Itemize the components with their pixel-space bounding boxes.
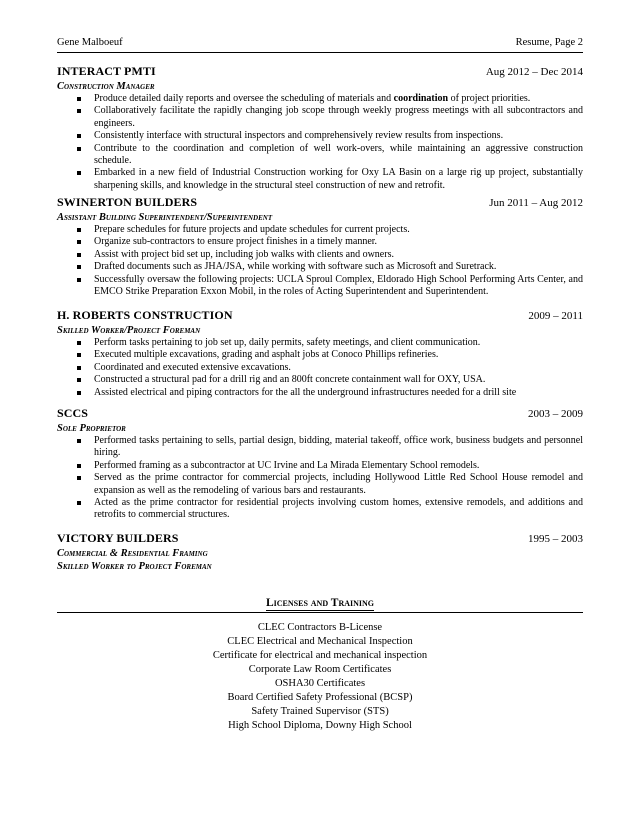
job-entry [57,64,583,192]
job-title: Construction Manager [57,81,155,92]
license-item: CLEC Electrical and Mechanical Inspection [227,636,413,647]
bullet-item: Perform tasks pertaining to job set up, daily permits, safety meetings, and client communication. [57,337,583,349]
job-title: Skilled Worker to Project Foreman [57,561,212,572]
section-heading [57,597,583,609]
job-entry [57,308,583,399]
license-item: Board Certified Safety Professional (BCSP) [227,692,413,703]
job-dates: Jun 2011 – Aug 2012 [489,197,583,209]
job-dates: 1995 – 2003 [528,533,583,545]
job-entry [57,531,583,573]
job-entry [57,406,583,522]
company-name: SWINERTON BUILDERS [57,195,198,209]
bullet-item: Assisted electrical and piping contractors for the all the underground infrastructures needed for a drill site [57,387,583,399]
bullet-item: Coordinated and executed extensive excavations. [57,362,583,374]
job-entry [57,195,583,298]
bullet-item: Produce detailed daily reports and oversee the scheduling of materials and coordination of project priorities. [57,93,583,105]
bullet-list [57,337,583,399]
page-header [57,37,583,48]
license-item: CLEC Contractors B-License [257,622,383,633]
licenses-heading: Licenses and Training [265,597,374,609]
company-name: SCCS [57,406,89,420]
license-item: Corporate Law Room Certificates [248,664,392,675]
bullet-item: Consistently interface with structural inspectors and comprehensively review results from inspections. [57,130,583,142]
bullet-item: Constructed a structural pad for a drill rig and an 800ft concrete containment wall for OXY, USA. [57,374,583,386]
bullet-item: Drafted documents such as JHA/JSA, while working with software such as Microsoft and Suretrack. [57,261,583,273]
bullet-item: Contribute to the coordination and completion of well work-overs, while maintaining an aggressive construction schedule. [57,143,583,168]
bullet-item: Performed framing as a subcontractor at UC Irvine and La Mirada Elementary School remodels. [57,460,583,472]
license-item: Safety Trained Supervisor (STS) [251,706,389,717]
license-item: High School Diploma, Downy High School [228,720,412,731]
company-name: INTERACT PMTI [57,64,156,78]
license-item: Certificate for electrical and mechanical inspection [212,650,428,661]
job-title: Skilled Worker/Project Foreman [57,325,201,336]
bullet-item: Acted as the prime contractor for residential projects involving custom homes, extensive remodels, and additions and retrofits to commercial structures. [57,497,583,522]
job-title: Commercial & Residential Framing [57,548,208,559]
bullet-item: Organize sub-contractors to ensure project finishes in a timely manner. [57,236,583,248]
license-item: OSHA30 Certificates [274,678,366,689]
bullet-item: Embarked in a new field of Industrial Construction working for Oxy LA Basin on a large rig up project, substantially sharpening skills, and knowledge in the structural steel construction of new and retrofit. [57,167,583,192]
header-page-label: Resume, Page 2 [515,37,583,48]
job-title: Assistant Building Superintendent/Superintendent [57,212,273,223]
bullet-item: Performed tasks pertaining to sells, partial design, bidding, material takeoff, office work, business budgets and personnel hiring. [57,435,583,460]
header-name: Gene Malboeuf [57,37,123,48]
bullet-list [57,224,583,298]
bullet-item: Assist with project bid set up, including job walks with clients and owners. [57,249,583,261]
header-rule [57,52,583,53]
bullet-item: Prepare schedules for future projects and update schedules for current projects. [57,224,583,236]
bullet-list [57,435,583,522]
bullet-item: Collaboratively facilitate the rapidly changing job scope through weekly progress meetings with all subcontractors and engineers. [57,105,583,130]
bullet-item: Successfully oversaw the following projects: UCLA Sproul Complex, Eldorado High School Performing Arts Center, and EMCO Strike Preparation Exxon Mobil, in the roles of Acting Superintendent and Superintendent. [57,274,583,299]
section-rule [57,612,583,613]
job-title: Sole Proprietor [57,423,126,434]
bullet-item: Served as the prime contractor for commercial projects, including Hollywood Little Red School House remodel and expansion as well as the remodeling of various bars and restaurants. [57,472,583,497]
company-name: VICTORY BUILDERS [57,531,179,545]
job-dates: 2003 – 2009 [528,408,583,420]
job-dates: 2009 – 2011 [528,310,583,322]
bullet-list [57,93,583,192]
bullet-item: Executed multiple excavations, grading and asphalt jobs at Conoco Phillips refineries. [57,349,583,361]
job-dates: Aug 2012 – Dec 2014 [485,66,583,78]
licenses-list [57,621,583,733]
company-name: H. ROBERTS CONSTRUCTION [57,308,233,322]
